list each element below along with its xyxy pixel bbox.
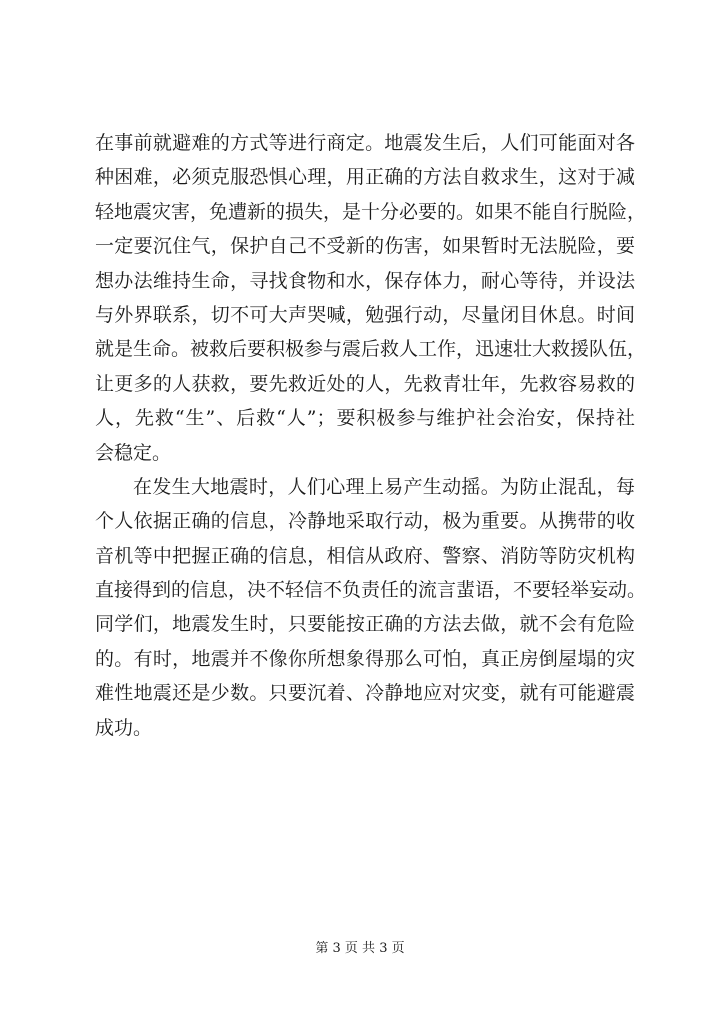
text-line: 直接得到的信息，决不轻信不负责任的流言蜚语，不要轻举妄动。 <box>95 579 647 602</box>
page-footer <box>0 940 720 958</box>
text-line: 一定要沉住气，保护自己不受新的伤害，如果暂时无法脱险，要 <box>95 235 635 258</box>
text-line: 人，先救“生”、后救“人”；要积极参与维护社会治安，保持社 <box>95 407 635 430</box>
text-line: 与外界联系，切不可大声哭喊，勉强行动，尽量闭目休息。时间 <box>95 303 635 326</box>
text-line: 在发生大地震时，人们心理上易产生动摇。为防止混乱，每 <box>133 475 635 498</box>
text-line: 同学们，地震发生时，只要能按正确的方法去做，就不会有危险 <box>95 613 635 636</box>
body-text <box>95 126 647 745</box>
page-number: 第 3 页 共 3 页 <box>315 941 405 956</box>
text-line: 的。有时，地震并不像你所想象得那么可怕，真正房倒屋塌的灾 <box>95 647 635 670</box>
text-line: 音机等中把握正确的信息，相信从政府、警察、消防等防灾机构 <box>95 544 635 567</box>
text-line: 想办法维持生命，寻找食物和水，保存体力，耐心等待，并设法 <box>95 269 635 292</box>
text-line: 就是生命。被救后要积极参与震后救人工作，迅速壮大救援队伍， <box>95 338 647 361</box>
text-line: 在事前就避难的方式等进行商定。地震发生后，人们可能面对各 <box>95 132 635 154</box>
paragraph-2 <box>95 470 647 745</box>
text-line: 难性地震还是少数。只要沉着、冷静地应对灾变，就有可能避震 <box>95 682 635 705</box>
text-line: 会稳定。 <box>95 441 172 464</box>
text-line: 个人依据正确的信息，冷静地采取行动，极为重要。从携带的收 <box>95 510 635 533</box>
text-line: 种困难，必须克服恐惧心理，用正确的方法自救求生，这对于减 <box>95 166 635 189</box>
text-line: 成功。 <box>95 716 153 739</box>
paragraph-1 <box>95 126 647 470</box>
text-line: 轻地震灾害，免遭新的损失，是十分必要的。如果不能自行脱险， <box>95 200 647 223</box>
text-line: 让更多的人获救，要先救近处的人，先救青壮年，先救容易救的 <box>95 372 635 395</box>
